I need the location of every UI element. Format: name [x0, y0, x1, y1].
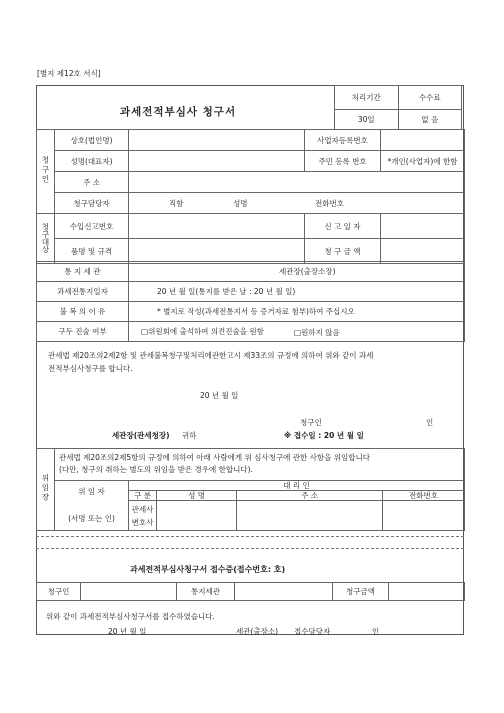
proc-period-label: 처리기간 [335, 86, 399, 110]
body-seal: 인 [426, 418, 434, 427]
receipt-title: 과세전적부심사청구서 접수증(접수번호: 호) [130, 565, 286, 574]
fee-label: 수수료 [398, 86, 462, 110]
bizno-label: 사업자등록번호 [305, 130, 381, 151]
claimant-table [36, 129, 465, 264]
contact-label: 청구담당자 [55, 193, 129, 214]
oral-option-yes[interactable]: □위원회에 출석하여 의견진술을 원함 [141, 327, 264, 336]
receipt-office-label: 통지세관 [177, 583, 235, 601]
form-title: 과세전적부심사 청구서 [120, 106, 237, 118]
receipt-date-line: 20 년 월 일 [108, 627, 147, 636]
notice-table [36, 261, 465, 342]
col-type: 구 분 [129, 491, 157, 501]
agent-phone-field[interactable] [383, 501, 465, 531]
proc-period-value: 30일 [335, 110, 399, 130]
agent-name-field[interactable] [157, 501, 237, 531]
delegation-text-2: (다만, 청구의 취하는 별도의 위임을 받은 경우에 한합니다). [59, 465, 253, 474]
cut-line-1 [36, 536, 464, 537]
notice-date-label: 과세전통지일자 [37, 282, 129, 302]
notice-date-value[interactable]: 20 년 월 일(통지를 받은 날 : 20 년 월 일) [129, 282, 465, 302]
office-value[interactable]: 세관장(출장소장) [129, 262, 465, 282]
receipt-office-field[interactable] [235, 583, 333, 601]
reason-value: * 별지로 작성(과세전통지서 등 증거자료 첨부)하여 주십시오 [129, 302, 465, 322]
delegation-text [55, 449, 465, 481]
receipt-seal: 인 [372, 627, 380, 636]
addressee: 세관장(관세청장) [112, 431, 170, 440]
col-name: 성 명 [157, 491, 237, 501]
agent-type-2: 변호사 [131, 517, 154, 527]
receipt-claimant-label: 청구인 [37, 583, 81, 601]
report-date-field[interactable] [381, 214, 465, 239]
receipt-table [36, 582, 465, 601]
form-label: [별지 제12호 서식] [37, 69, 101, 78]
idno-note: *개인(사업자)에 한함 [381, 151, 465, 172]
company-label: 상호(법인명) [55, 130, 129, 151]
product-field[interactable] [129, 239, 305, 264]
idno-label: 주민 등록 번호 [305, 151, 381, 172]
cut-line-2 [36, 548, 464, 549]
receipt-amount-field[interactable] [389, 583, 465, 601]
body-date-line: 20 년 월 일 [200, 391, 239, 400]
name-label: 성명(대표자) [55, 151, 129, 172]
contact-row[interactable] [129, 193, 465, 214]
delegation-group-label: 위임장 [37, 449, 55, 531]
position-label: 직함 [169, 199, 184, 208]
office-label: 통 지 세 관 [37, 262, 129, 282]
company-field[interactable] [129, 130, 305, 151]
oral-options [129, 322, 465, 342]
body-paragraph-2: 전적부심사청구를 합니다. [48, 364, 133, 373]
delegation-table [36, 448, 465, 531]
agent-type-cell [129, 501, 157, 531]
oral-option-no[interactable]: □원하지 않음 [294, 328, 340, 337]
contact-name-label: 성명 [233, 199, 248, 208]
addressee-suffix: 귀하 [182, 431, 197, 440]
receipt-office-sign: 세관(출장소) [236, 627, 279, 636]
receipt-amount-label: 청구금액 [333, 583, 389, 601]
body-claimant-sign: 청구인 [300, 418, 322, 427]
oral-label: 구두 진술 여부 [37, 322, 129, 342]
col-address: 주 소 [237, 491, 383, 501]
delegation-text-1: 관세법 제20조의2제5항의 규정에 의하여 아래 사람에게 위 심사청구에 관한 사항을 위임합니다 [59, 453, 370, 462]
receipt-date-note: ※ 접수일 : 20 년 월 일 [284, 431, 364, 440]
claimant-group-label: 청구인 [37, 130, 55, 214]
address-field[interactable] [129, 172, 465, 193]
receipt-officer-sign: 접수담당자 [294, 627, 331, 636]
amount-field[interactable] [381, 239, 465, 264]
delegator-label: 위 임 자 [78, 487, 105, 496]
product-label: 품명 및 규격 [55, 239, 129, 264]
phone-label: 전화번호 [315, 199, 344, 208]
report-date-label: 신 고 일 자 [305, 214, 381, 239]
target-group-label: 청구대상 [37, 214, 55, 264]
name-field[interactable] [129, 151, 305, 172]
receipt-text: 위와 같이 과세전적부심사청구서를 접수하였습니다. [46, 612, 215, 621]
bizno-field[interactable] [381, 130, 465, 151]
body-paragraph-1: 관세법 제20조의2제2항 및 관세불복청구및처리에관한고시 제33조의 규정에 의하여 위와 같이 과세 [48, 351, 374, 360]
receipt-claimant-field[interactable] [81, 583, 177, 601]
agent-address-field[interactable] [237, 501, 383, 531]
amount-label: 청 구 금 액 [305, 239, 381, 264]
reason-label: 불 복 의 이 유 [37, 302, 129, 322]
fee-value: 없 음 [398, 110, 462, 130]
address-label: 주 소 [55, 172, 129, 193]
sign-note: (서명 또는 인) [68, 514, 115, 523]
agent-type-1: 관세사 [131, 504, 154, 514]
processing-box [334, 85, 462, 130]
import-label: 수입신고번호 [55, 214, 129, 239]
col-phone: 전화번호 [383, 491, 465, 501]
import-field[interactable] [129, 214, 305, 239]
agent-label: 대 리 인 [129, 481, 465, 491]
delegator-cell[interactable] [55, 481, 129, 531]
